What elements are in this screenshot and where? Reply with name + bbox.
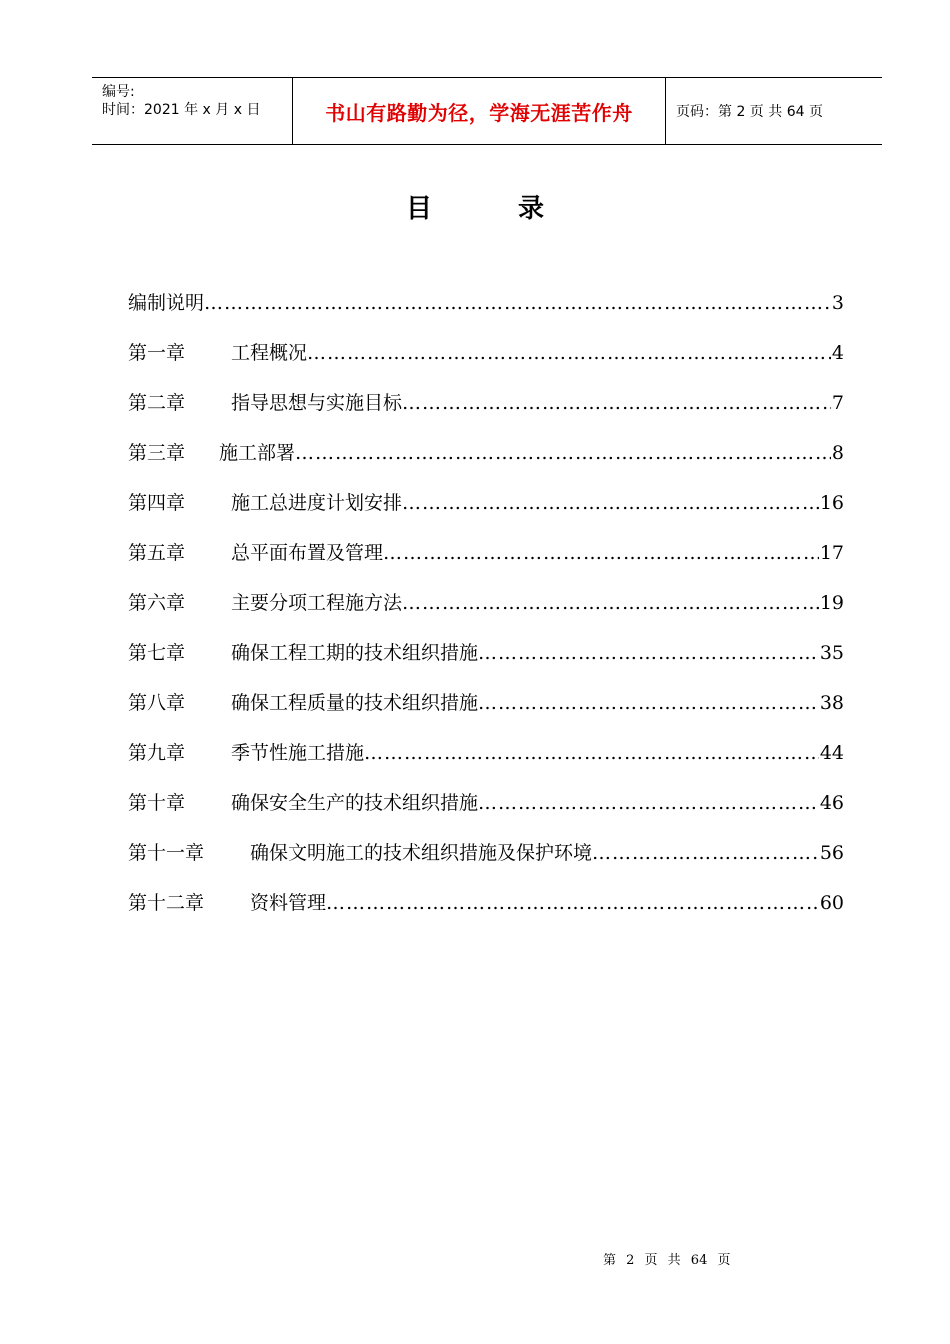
header-meta — [92, 78, 293, 144]
toc-leader-dots — [402, 492, 819, 514]
toc-chapter: 第十一章 — [128, 842, 205, 864]
toc-entry[interactable] — [128, 838, 844, 888]
toc-entry[interactable] — [128, 488, 844, 538]
toc-title: 确保工程工期的技术组织措施 — [231, 642, 479, 664]
toc-entry[interactable] — [128, 538, 844, 588]
toc-leader-dots — [307, 342, 831, 364]
toc-page-number: 35 — [819, 642, 844, 664]
toc-chapter: 第二章 — [128, 392, 186, 414]
toc-chapter: 编制说明 — [128, 292, 205, 314]
header-page-info: 页码：第 2 页 共 64 页 — [676, 104, 823, 120]
toc-entry[interactable] — [128, 338, 844, 388]
toc-title: 指导思想与实施目标 — [231, 392, 403, 414]
toc-entry[interactable] — [128, 388, 844, 438]
toc-chapter: 第五章 — [128, 542, 186, 564]
toc-entry[interactable] — [128, 688, 844, 738]
toc-title: 确保文明施工的技术组织措施及保护环境 — [250, 842, 593, 864]
page-title — [0, 188, 950, 225]
header-slogan: 书山有路勤为径，学海无涯苦作舟 — [325, 100, 633, 125]
toc-title: 资料管理 — [250, 892, 327, 914]
toc-entry[interactable] — [128, 588, 844, 638]
toc-chapter: 第十二章 — [128, 892, 205, 914]
toc-entry[interactable] — [128, 638, 844, 688]
toc-leader-dots — [204, 292, 831, 314]
toc-chapter: 第十章 — [128, 792, 186, 814]
page-header — [92, 77, 882, 145]
toc-title: 工程概况 — [231, 342, 308, 364]
toc-chapter: 第四章 — [128, 492, 186, 514]
toc-page-number: 44 — [819, 742, 844, 764]
toc-page-number: 56 — [819, 842, 844, 864]
toc-leader-dots — [478, 792, 819, 814]
toc-page-number: 38 — [819, 692, 844, 714]
toc-entry[interactable] — [128, 438, 844, 488]
number-label: 编号: — [102, 84, 135, 100]
toc-leader-dots — [402, 592, 819, 614]
toc-chapter: 第六章 — [128, 592, 186, 614]
toc-page-number: 16 — [819, 492, 844, 514]
title-char-1: 目 — [405, 194, 432, 224]
toc-leader-dots — [402, 392, 831, 414]
toc-leader-dots — [478, 692, 819, 714]
page-footer: 第 2 页 共 64 页 — [603, 1253, 731, 1268]
toc-chapter: 第八章 — [128, 692, 186, 714]
toc-title: 总平面布置及管理 — [231, 542, 384, 564]
toc-page-number: 7 — [831, 392, 844, 414]
toc-chapter: 第一章 — [128, 342, 186, 364]
toc-leader-dots — [478, 642, 819, 664]
toc-entry[interactable] — [128, 788, 844, 838]
toc-entry[interactable] — [128, 738, 844, 788]
toc-leader-dots — [295, 442, 831, 464]
time-label: 时间：2021 年 x 月 x 日 — [102, 102, 261, 118]
toc-entry[interactable] — [128, 288, 844, 338]
toc-page-number: 19 — [819, 592, 844, 614]
toc-page-number: 3 — [831, 292, 844, 314]
header-slogan-cell — [293, 78, 666, 144]
toc-title: 季节性施工措施 — [231, 742, 365, 764]
toc-title: 确保安全生产的技术组织措施 — [231, 792, 479, 814]
toc-page-number: 17 — [819, 542, 844, 564]
toc-title: 施工部署 — [219, 442, 296, 464]
title-char-2: 录 — [518, 194, 545, 224]
toc-page-number: 60 — [819, 892, 844, 914]
table-of-contents — [128, 288, 844, 938]
toc-leader-dots — [364, 742, 819, 764]
toc-chapter: 第九章 — [128, 742, 186, 764]
toc-leader-dots — [383, 542, 819, 564]
toc-leader-dots — [592, 842, 819, 864]
toc-title: 主要分项工程施方法 — [231, 592, 403, 614]
toc-entry[interactable] — [128, 888, 844, 938]
toc-page-number: 8 — [831, 442, 844, 464]
toc-title: 施工总进度计划安排 — [231, 492, 403, 514]
toc-chapter: 第三章 — [128, 442, 186, 464]
toc-leader-dots — [326, 892, 819, 914]
toc-title: 确保工程质量的技术组织措施 — [231, 692, 479, 714]
toc-page-number: 4 — [831, 342, 844, 364]
toc-chapter: 第七章 — [128, 642, 186, 664]
toc-page-number: 46 — [819, 792, 844, 814]
